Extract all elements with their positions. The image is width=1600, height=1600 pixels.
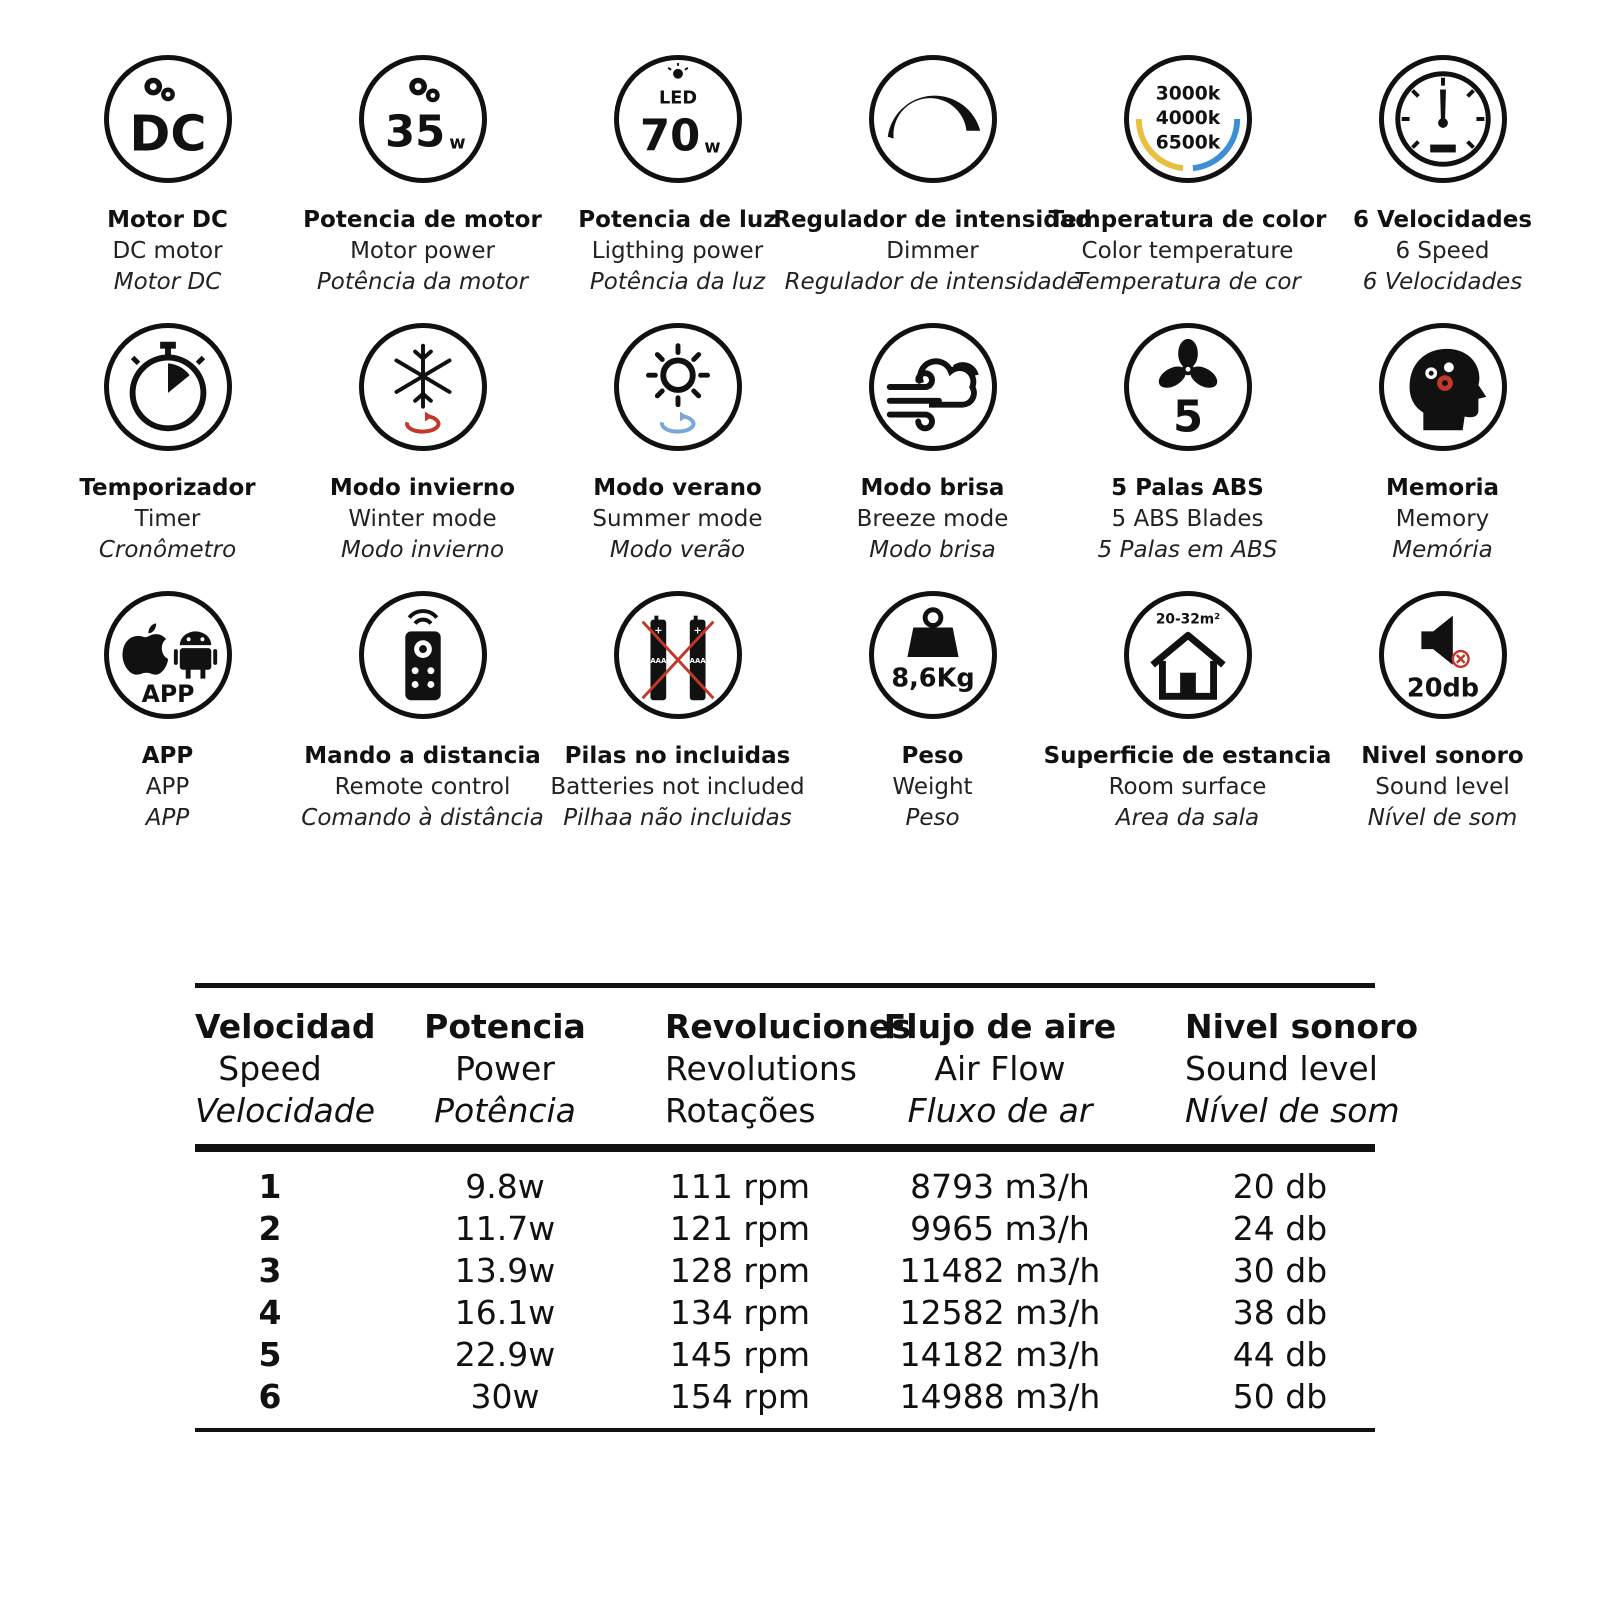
header-en: Revolutions (665, 1049, 857, 1088)
cell-rpm: 121 rpm (669, 1209, 811, 1248)
header-pt: Fluxo de ar (907, 1091, 1093, 1130)
feature-label-es: Regulador de intensidad (773, 207, 1092, 233)
header-en: Speed (218, 1049, 322, 1088)
feature-label-pt: Comando à distância (301, 805, 544, 831)
header-pt: Velocidade (195, 1091, 376, 1130)
feature-label-en: Sound level (1375, 774, 1510, 800)
cell-speed: 4 (258, 1293, 282, 1332)
cell-sound: 24 db (1232, 1209, 1328, 1248)
header-sound-level (1185, 1006, 1419, 1132)
cell-power: 22.9w (454, 1335, 556, 1374)
fan-blades-icon (1124, 323, 1252, 451)
header-es: Velocidad (195, 1007, 376, 1046)
feature-label-es: Pilas no incluidas (564, 743, 791, 769)
cell-power: 11.7w (454, 1209, 556, 1248)
svg-text:20-32m²: 20-32m² (1155, 611, 1220, 628)
feature-label-es: Modo verano (593, 475, 762, 501)
header-es: Potencia (424, 1007, 586, 1046)
svg-text:LED: LED (658, 88, 697, 109)
motor-power-icon (359, 55, 487, 183)
feature-label-es: Modo brisa (860, 475, 1005, 501)
svg-text:+: + (693, 625, 702, 637)
feature-label-es: APP (141, 743, 194, 769)
cell-airflow: 14182 m3/h (899, 1335, 1101, 1374)
svg-text:3000k: 3000k (1155, 83, 1220, 105)
header-power (345, 1006, 665, 1132)
weight-icon (869, 591, 997, 719)
feature-motor-power (295, 55, 550, 323)
cell-speed: 3 (258, 1251, 282, 1290)
feature-blades (1060, 323, 1315, 591)
header-air-flow (815, 1006, 1185, 1132)
feature-label-es: Potencia de luz (578, 207, 777, 233)
feature-winter-mode (295, 323, 550, 591)
svg-text:AAA: AAA (689, 656, 706, 665)
feature-label-pt: Peso (905, 805, 960, 831)
header-en: Power (455, 1049, 555, 1088)
table-row (195, 1292, 1375, 1334)
feature-batteries (550, 591, 805, 859)
cell-airflow: 11482 m3/h (899, 1251, 1101, 1290)
speaker-mute-icon (1379, 591, 1507, 719)
memory-head-icon (1379, 323, 1507, 451)
cell-sound: 20 db (1232, 1167, 1328, 1206)
feature-dc-motor (40, 55, 295, 323)
header-revolutions (665, 1006, 911, 1132)
feature-label-es: Potencia de motor (303, 207, 542, 233)
table-row (195, 1166, 1375, 1208)
feature-label-en: Breeze mode (856, 506, 1009, 532)
svg-text:+: + (653, 625, 662, 637)
feature-grid (40, 55, 1570, 859)
feature-sound-level (1315, 591, 1570, 859)
feature-label-pt: Potência da motor (316, 269, 529, 295)
cell-speed: 5 (258, 1335, 282, 1374)
svg-text:w: w (703, 137, 721, 158)
table-row (195, 1376, 1375, 1418)
svg-text:4000k: 4000k (1155, 107, 1220, 129)
svg-text:6500k: 6500k (1155, 132, 1220, 154)
cell-speed: 6 (258, 1377, 282, 1416)
cell-sound: 50 db (1232, 1377, 1328, 1416)
feature-room-surface (1043, 591, 1332, 859)
header-en: Sound level (1185, 1049, 1378, 1088)
feature-label-pt: 5 Palas em ABS (1097, 537, 1278, 563)
sun-icon (614, 323, 742, 451)
cell-speed: 1 (258, 1167, 282, 1206)
table-row (195, 1250, 1375, 1292)
remote-control-icon (359, 591, 487, 719)
feature-app (40, 591, 295, 859)
header-pt: Nível de som (1185, 1091, 1400, 1130)
feature-label-pt: Modo brisa (869, 537, 996, 563)
svg-text:APP: APP (141, 680, 194, 709)
header-en: Air Flow (934, 1049, 1066, 1088)
feature-label-en: Motor power (350, 238, 495, 264)
breeze-cloud-icon (869, 323, 997, 451)
header-es: Nivel sonoro (1185, 1007, 1419, 1046)
svg-text:5: 5 (1172, 392, 1203, 443)
header-speed (195, 1006, 376, 1132)
cell-power: 16.1w (454, 1293, 556, 1332)
header-pt: Rotações (665, 1091, 816, 1130)
header-es: Revoluciones (665, 1007, 911, 1046)
cell-sound: 38 db (1232, 1293, 1328, 1332)
feature-label-pt: Regulador de intensidade (784, 269, 1081, 295)
table-rule-header (195, 1144, 1375, 1152)
dc-motor-icon (104, 55, 232, 183)
speedometer-icon (1379, 55, 1507, 183)
svg-text:w: w (448, 133, 466, 154)
svg-text:DC: DC (129, 104, 206, 163)
cell-airflow: 9965 m3/h (910, 1209, 1090, 1248)
cell-rpm: 111 rpm (669, 1167, 811, 1206)
feature-label-pt: Pilhaa não incluidas (563, 805, 792, 831)
svg-text:20db: 20db (1406, 673, 1479, 704)
table-body (195, 1152, 1375, 1418)
feature-color-temperature (1048, 55, 1327, 323)
feature-label-es: Motor DC (107, 207, 228, 233)
table-row (195, 1208, 1375, 1250)
speed-specs-table (195, 983, 1419, 1432)
cell-rpm: 128 rpm (669, 1251, 811, 1290)
feature-label-pt: Area da sala (1115, 805, 1260, 831)
feature-label-en: Remote control (334, 774, 511, 800)
feature-label-pt: APP (145, 805, 190, 831)
feature-label-en: DC motor (112, 238, 223, 264)
feature-label-es: Memoria (1385, 475, 1499, 501)
feature-label-en: Color temperature (1081, 238, 1294, 264)
cell-rpm: 145 rpm (669, 1335, 811, 1374)
feature-speed (1315, 55, 1570, 323)
cell-sound: 30 db (1232, 1251, 1328, 1290)
feature-light-power (550, 55, 805, 323)
feature-remote-control (295, 591, 550, 859)
feature-summer-mode (550, 323, 805, 591)
feature-label-es: 5 Palas ABS (1111, 475, 1264, 501)
feature-label-pt: Cronômetro (98, 537, 237, 563)
feature-weight (805, 591, 1060, 859)
feature-label-es: Temporizador (79, 475, 256, 501)
feature-label-en: 5 ABS Blades (1111, 506, 1264, 532)
cell-airflow: 8793 m3/h (910, 1167, 1090, 1206)
cell-airflow: 12582 m3/h (899, 1293, 1101, 1332)
cell-rpm: 154 rpm (669, 1377, 811, 1416)
feature-label-en: APP (145, 774, 190, 800)
batteries-crossed-icon (614, 591, 742, 719)
feature-label-pt: Motor DC (113, 269, 222, 295)
cell-rpm: 134 rpm (669, 1293, 811, 1332)
dimmer-icon (869, 55, 997, 183)
feature-label-pt: Nível de som (1367, 805, 1518, 831)
feature-label-pt: Temperatura de cor (1074, 269, 1301, 295)
cell-airflow: 14988 m3/h (899, 1377, 1101, 1416)
feature-label-pt: Potência da luz (589, 269, 766, 295)
feature-breeze-mode (805, 323, 1060, 591)
feature-label-es: Mando a distancia (304, 743, 541, 769)
feature-label-es: Temperatura de color (1048, 207, 1327, 233)
feature-dimmer (773, 55, 1092, 323)
cell-speed: 2 (258, 1209, 282, 1248)
cell-power: 9.8w (465, 1167, 545, 1206)
table-header (195, 988, 1419, 1132)
app-apple-android-icon (104, 591, 232, 719)
feature-label-pt: Memória (1392, 537, 1493, 563)
feature-label-pt: Modo invierno (340, 537, 505, 563)
feature-label-es: Superficie de estancia (1043, 743, 1332, 769)
table-rule-bottom (195, 1428, 1375, 1432)
feature-label-en: Memory (1395, 506, 1490, 532)
feature-label-en: Summer mode (592, 506, 763, 532)
feature-label-en: 6 Speed (1395, 238, 1490, 264)
snowflake-icon (359, 323, 487, 451)
feature-label-en: Room surface (1108, 774, 1267, 800)
svg-text:70: 70 (639, 111, 700, 162)
feature-label-en: Weight (892, 774, 973, 800)
led-light-power-icon (614, 55, 742, 183)
svg-text:AAA: AAA (649, 656, 666, 665)
svg-text:35: 35 (384, 107, 445, 158)
feature-label-es: Peso (901, 743, 964, 769)
feature-timer (40, 323, 295, 591)
header-es: Flujo de aire (883, 1007, 1117, 1046)
feature-label-pt: 6 Velocidades (1362, 269, 1523, 295)
feature-label-pt: Modo verão (609, 537, 746, 563)
feature-label-es: Nivel sonoro (1361, 743, 1524, 769)
table-row (195, 1334, 1375, 1376)
house-icon (1124, 591, 1252, 719)
feature-label-en: Ligthing power (591, 238, 764, 264)
cell-sound: 44 db (1232, 1335, 1328, 1374)
cell-power: 30w (470, 1377, 540, 1416)
feature-label-en: Dimmer (886, 238, 979, 264)
feature-label-en: Timer (134, 506, 201, 532)
cell-power: 13.9w (454, 1251, 556, 1290)
stopwatch-icon (104, 323, 232, 451)
feature-label-es: 6 Velocidades (1352, 207, 1533, 233)
feature-label-es: Modo invierno (329, 475, 516, 501)
header-pt: Potência (434, 1091, 576, 1130)
svg-text:8,6Kg: 8,6Kg (890, 663, 975, 694)
feature-label-en: Batteries not included (550, 774, 805, 800)
feature-memory (1315, 323, 1570, 591)
color-temperature-icon (1124, 55, 1252, 183)
feature-label-en: Winter mode (348, 506, 497, 532)
